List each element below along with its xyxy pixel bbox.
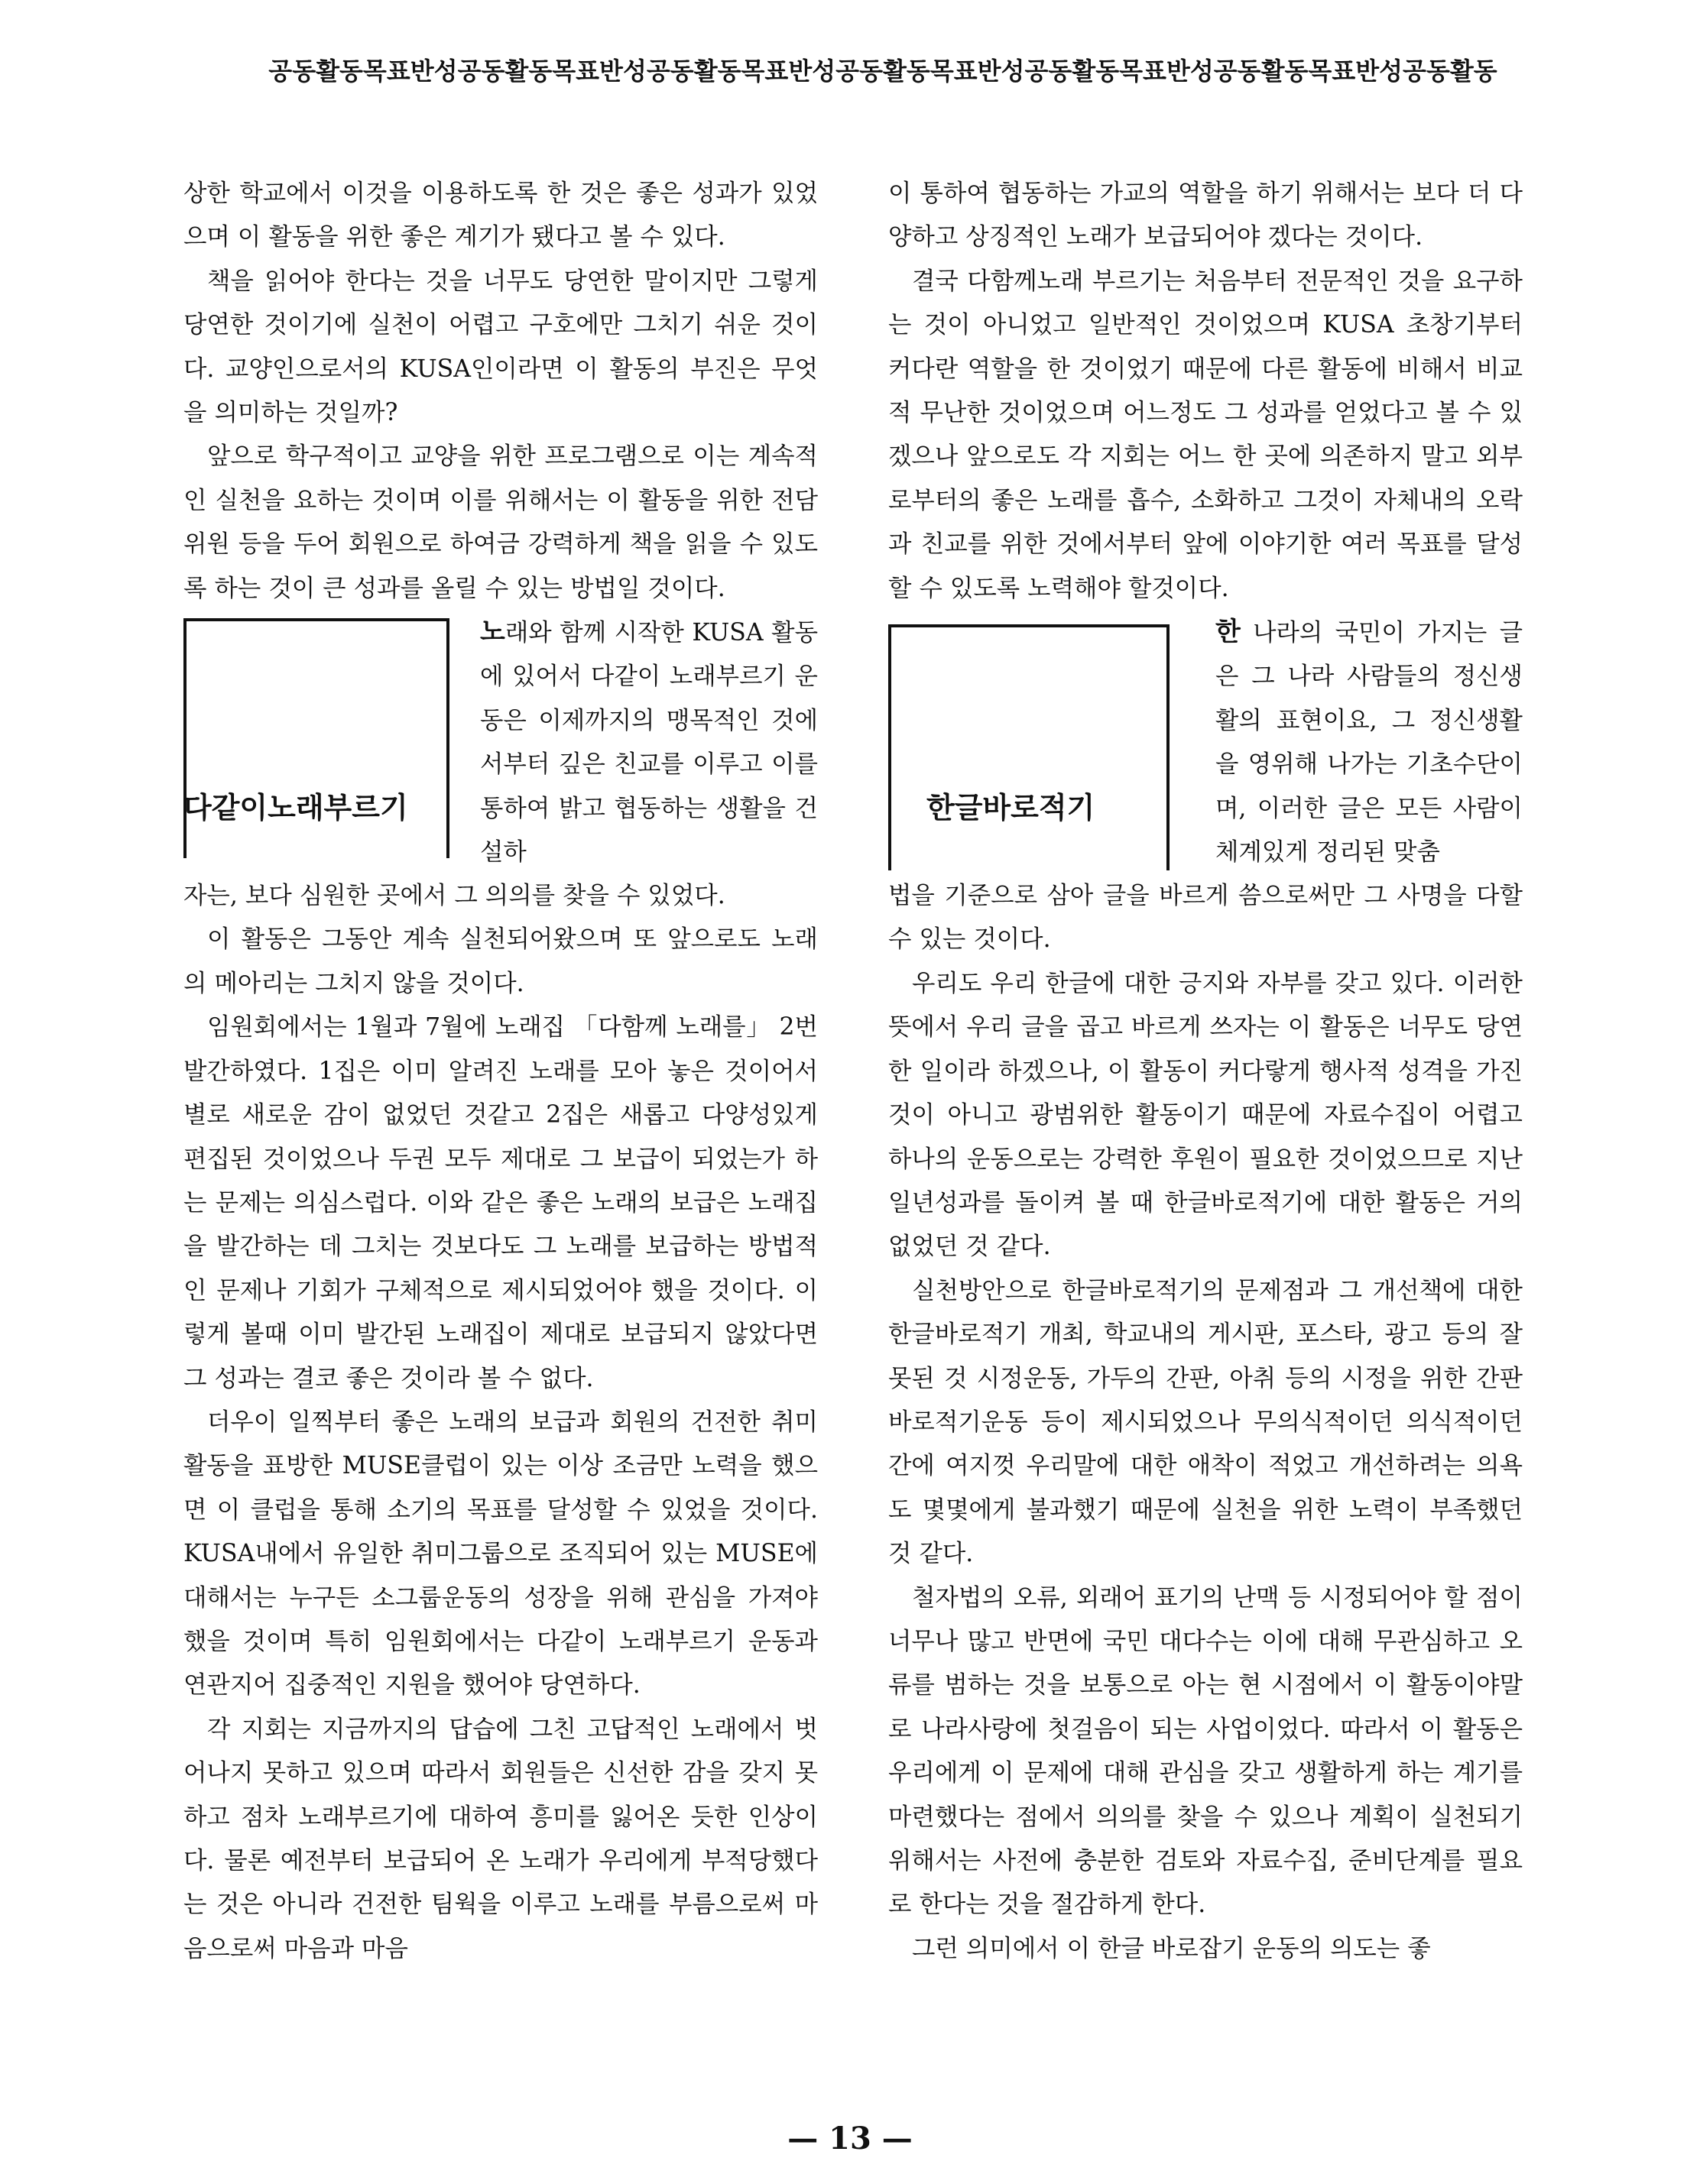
paragraph: 각 지회는 지금까지의 답습에 그친 고답적인 노래에서 벗어나지 못하고 있으며 따라서 회원들은 신선한 감을 갖지 못하고 점차 노래부르기에 대하여 흥미를 잃어온 듯한 인상이다. 물론 예전부터 보급되어 온 노래가 우리에게 부적당했다는 것은 아니라 건전한 팀웍을 이루고 노래를 부름으로써 마음으로써 마음과 마음 — [183, 1715, 818, 1962]
lead-char: 노 — [480, 617, 505, 648]
paragraph: 그런 의미에서 이 한글 바로잡기 운동의 의도는 좋 — [912, 1934, 1431, 1962]
paragraph: 실천방안으로 한글바로적기의 문제점과 그 개선책에 대한 한글바로적기 개최, 학교내의 게시판, 포스타, 광고 등의 잘못된 것 시정운동, 가두의 간판, 아취 등의 시정을 위한 간판 바로적기운동 등이 제시되었으나 무의식적이던 의식적이던 간에 여지껏 우리말에 대한 애착이 적었고 개선하려는 의욕도 몇몇에게 불과했기 때문에 실천을 위한 노력이 부족했던 것 같다. — [888, 1276, 1523, 1568]
paragraph: 자는, 보다 심원한 곳에서 그 의의를 찾을 수 있었다. — [183, 882, 725, 910]
paragraph: 결국 다함께노래 부르기는 처음부터 전문적인 것을 요구하는 것이 아니었고 일반적인 것이었으며 KUSA 초창기부터 커다란 역할을 한 것이었기 때문에 다른 활동에 비해서 비교적 무난한 것이었으며 어느정도 그 성과를 얻었다고 볼 수 있겠으나 앞으로도 각 지회는 어느 한 곳에 의존하지 말고 외부로부터의 좋은 노래를 흡수, 소화하고 그것이 자체내의 오락과 친교를 위한 것에서부터 앞에 이야기한 여러 목표를 달성할 수 있도록 노력해야 할것이다. — [888, 267, 1523, 602]
section-title: 다같이노래부르기 — [183, 791, 408, 825]
right-column — [888, 172, 1523, 1971]
paragraph: 책을 읽어야 한다는 것을 너무도 당연한 말이지만 그렇게 당연한 것이기에 실천이 어렵고 구호에만 그치기 쉬운 것이다. 교양인으로서의 KUSA인이라면 이 활동의 부진은 무엇을 의미하는 것일까? — [183, 267, 818, 427]
paragraph: 이 통하여 협동하는 가교의 역할을 하기 위해서는 보다 더 다양하고 상징적인 노래가 보급되어야 겠다는 것이다. — [888, 180, 1523, 251]
section-intro-text: 나라의 국민이 가지는 글은 그 나라 사람들의 정신생활의 표현이요, 그 정신생활을 영위해 나가는 기초수단이며, 이러한 글은 모든 사람이 체계있게 정리된 맞춤 — [1215, 619, 1523, 867]
paragraph: 더우이 일찍부터 좋은 노래의 보급과 회원의 건전한 취미활동을 표방한 MUSE클럽이 있는 이상 조금만 노력을 했으면 이 클럽을 통해 소기의 목표를 달성할 수 있었을 것이다. KUSA내에서 유일한 취미그룹으로 조직되어 있는 MUSE에 대해서는 누구든 소그룹운동의 성장을 위해 관심을 가져야 했을 것이며 특히 임원회에서는 다같이 노래부르기 운동과 연관지어 집중적인 지원을 했어야 당연하다. — [183, 1408, 818, 1700]
paragraph: 임원회에서는 1월과 7월에 노래집 「다함께 노래를」 2번 발간하였다. 1집은 이미 알려진 노래를 모아 놓은 것이어서 별로 새로운 감이 없었던 것같고 2집은 새롭고 다양성있게 편집된 것이었으나 두권 모두 제대로 그 보급이 되었는가 하는 문제는 의심스럽다. 이와 같은 좋은 노래의 보급은 노래집을 발간하는 데 그치는 것보다도 그 노래를 보급하는 방법적인 문제나 기회가 구체적으로 제시되었어야 했을 것이다. 이렇게 볼때 이미 발간된 노래집이 제대로 보급되지 않았다면 그 성과는 결코 좋은 것이라 볼 수 없다. — [183, 1013, 818, 1392]
title-box-frame — [888, 624, 1170, 870]
paragraph: 앞으로 학구적이고 교양을 위한 프로그램으로 이는 계속적인 실천을 요하는 것이며 이를 위해서는 이 활동을 위한 전담위원 등을 두어 회원으로 하여금 강력하게 책을 읽을 수 있도록 하는 것이 큰 성과를 올릴 수 있는 방법일 것이다. — [183, 442, 818, 602]
paragraph: 법을 기준으로 삼아 글을 바르게 씀으로써만 그 사명을 다할 수 있는 것이다. — [888, 882, 1523, 954]
section-title-box — [888, 618, 1163, 867]
section-title-box — [183, 618, 459, 867]
paragraph: 우리도 우리 한글에 대한 긍지와 자부를 갖고 있다. 이러한 뜻에서 우리 글을 곱고 바르게 쓰자는 이 활동은 너무도 당연한 일이라 하겠으나, 이 활동이 커다랗게 행사적 성격을 가진 것이 아니고 광범위한 활동이기 때문에 자료수집이 어렵고 하나의 운동으로는 강력한 후원이 필요한 것이었으므로 지난 일년성과를 돌이켜 볼 때 한글바로적기에 대한 활동은 거의 없었던 것 같다. — [888, 969, 1523, 1261]
section-intro — [1215, 611, 1523, 874]
paragraph: 상한 학교에서 이것을 이용하도록 한 것은 좋은 성과가 있었으며 이 활동을 위한 좋은 계기가 됐다고 볼 수 있다. — [183, 180, 818, 251]
paragraph: 철자법의 오류, 외래어 표기의 난맥 등 시정되어야 할 점이 너무나 많고 반면에 국민 대다수는 이에 대해 무관심하고 오류를 범하는 것을 보통으로 아는 현 시점에서 이 활동이야말로 나라사랑에 첫걸음이 되는 사업이었다. 따라서 이 활동은 우리에게 이 문제에 대해 관심을 갖고 생활하게 하는 계기를 마련했다는 점에서 의의를 찾을 수 있으나 계획이 실천되기 위해서는 사전에 충분한 검토와 자료수집, 준비단계를 필요로 한다는 것을 절감하게 한다. — [888, 1583, 1523, 1919]
paragraph: 이 활동은 그동안 계속 실천되어왔으며 또 앞으로도 노래의 메아리는 그치지 않을 것이다. — [183, 925, 818, 997]
section-title: 한글바로적기 — [926, 791, 1095, 825]
page-number: — 13 — — [787, 2121, 913, 2156]
left-column — [183, 172, 818, 1971]
section-sing-together — [183, 611, 818, 874]
section-hangul-correct — [888, 611, 1523, 874]
section-intro-text: 래와 함께 시작한 KUSA 활동에 있어서 다같이 노래부르기 운동은 이제까지의 맹목적인 것에서부터 깊은 친교를 이루고 이를 통하여 밝고 협동하는 생활을 건설하 — [480, 619, 818, 867]
section-intro — [480, 611, 818, 874]
lead-char: 한 — [1215, 617, 1241, 648]
page-header: 공동활동목표반성공동활동목표반성공동활동목표반성공동활동목표반성공동활동목표반성공동활동목표반성공동활동 — [268, 57, 1497, 86]
